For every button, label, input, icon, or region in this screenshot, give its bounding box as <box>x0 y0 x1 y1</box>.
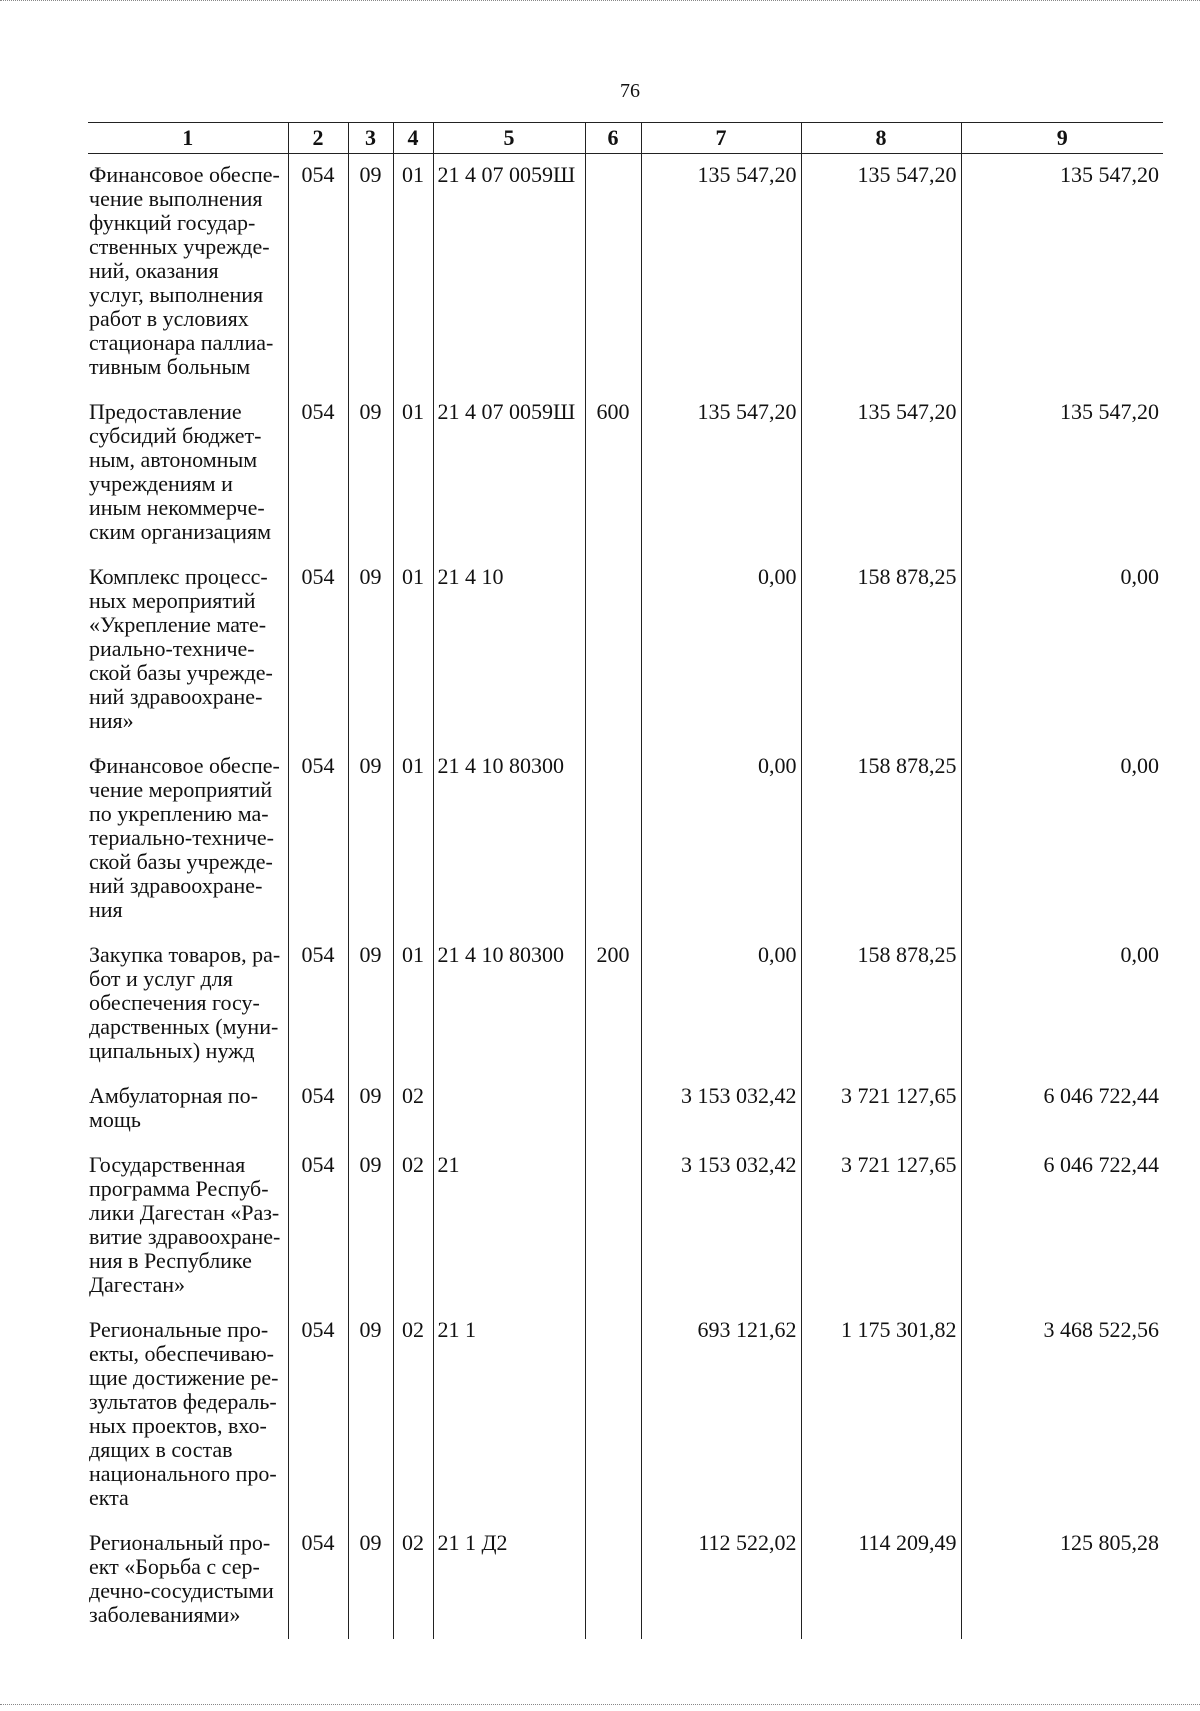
item-name-line: ным, автономным <box>89 447 258 472</box>
scan-bottom-edge <box>0 1704 1200 1706</box>
item-name-line: ским организациям <box>89 519 272 544</box>
amount-col9-cell: 135 547,20 <box>961 391 1163 556</box>
amount-col8-cell: 135 547,20 <box>801 391 961 556</box>
subsection-cell: 01 <box>393 934 433 1075</box>
item-name-line: ской базы учрежде- <box>89 849 273 874</box>
budget-table <box>88 122 1163 1639</box>
column-header-8: 8 <box>801 123 961 154</box>
subsection-cell: 02 <box>393 1522 433 1639</box>
column-header-4: 4 <box>393 123 433 154</box>
item-name-line: ния в Республике <box>89 1248 252 1273</box>
code-cell: 054 <box>288 391 348 556</box>
code-cell: 054 <box>288 154 348 392</box>
item-name-line: Комплекс процесс- <box>89 564 268 589</box>
item-name-line: витие здравоохране- <box>89 1224 281 1249</box>
expense-type-cell <box>585 1144 641 1309</box>
item-name-cell <box>88 391 288 556</box>
item-name-line: зультатов федераль- <box>89 1389 277 1414</box>
item-name-cell <box>88 1144 288 1309</box>
target-article-cell: 21 4 07 0059Ш <box>433 391 585 556</box>
item-name-line: екта <box>89 1485 129 1510</box>
column-header-1: 1 <box>88 123 288 154</box>
item-name-line: ект «Борьба с сер- <box>89 1554 260 1579</box>
item-name-line: функций государ- <box>89 210 256 235</box>
item-name-cell <box>88 154 288 392</box>
section-cell: 09 <box>348 391 393 556</box>
target-article-cell: 21 4 10 80300 <box>433 745 585 934</box>
table-row <box>88 1309 1163 1522</box>
code-cell: 054 <box>288 934 348 1075</box>
table-row <box>88 745 1163 934</box>
target-article-cell: 21 1 <box>433 1309 585 1522</box>
item-name-line: ных мероприятий <box>89 588 256 613</box>
item-name-line: тивным больным <box>89 354 251 379</box>
expense-type-cell: 600 <box>585 391 641 556</box>
table-row <box>88 1075 1163 1144</box>
expense-type-cell <box>585 1309 641 1522</box>
item-name-line: чение выполнения <box>89 186 263 211</box>
table-row <box>88 1144 1163 1309</box>
section-cell: 09 <box>348 1144 393 1309</box>
item-name-cell <box>88 1075 288 1144</box>
scan-top-edge <box>0 0 1200 2</box>
item-name-line: учреждениям и <box>89 471 233 496</box>
item-name-line: Региональный про- <box>89 1530 271 1555</box>
item-name-line: лики Дагестан «Раз- <box>89 1200 280 1225</box>
item-name-line: обеспечения госу- <box>89 990 260 1015</box>
section-cell: 09 <box>348 934 393 1075</box>
amount-col7-cell: 3 153 032,42 <box>641 1144 801 1309</box>
amount-col9-cell: 6 046 722,44 <box>961 1144 1163 1309</box>
column-header-5: 5 <box>433 123 585 154</box>
item-name-line: ципальных) нужд <box>89 1038 255 1063</box>
table-row <box>88 934 1163 1075</box>
code-cell: 054 <box>288 1309 348 1522</box>
target-article-cell: 21 <box>433 1144 585 1309</box>
item-name-line: ний, оказания <box>89 258 219 283</box>
item-name-line: щие достижение ре- <box>89 1365 279 1390</box>
amount-col9-cell: 0,00 <box>961 934 1163 1075</box>
table-row <box>88 391 1163 556</box>
item-name-line: Финансовое обеспе- <box>89 162 280 187</box>
amount-col7-cell: 135 547,20 <box>641 154 801 392</box>
section-cell: 09 <box>348 1309 393 1522</box>
item-name-line: ской базы учрежде- <box>89 660 273 685</box>
amount-col8-cell: 158 878,25 <box>801 745 961 934</box>
amount-col8-cell: 135 547,20 <box>801 154 961 392</box>
column-header-9: 9 <box>961 123 1163 154</box>
header-row <box>88 123 1163 154</box>
target-article-cell: 21 4 07 0059Ш <box>433 154 585 392</box>
item-name-line: ственных учрежде- <box>89 234 270 259</box>
expense-type-cell <box>585 745 641 934</box>
item-name-line: мощь <box>89 1107 141 1132</box>
column-header-2: 2 <box>288 123 348 154</box>
item-name-line: Амбулаторная по- <box>89 1083 258 1108</box>
subsection-cell: 02 <box>393 1075 433 1144</box>
item-name-cell <box>88 1309 288 1522</box>
amount-col9-cell: 125 805,28 <box>961 1522 1163 1639</box>
expense-type-cell <box>585 556 641 745</box>
code-cell: 054 <box>288 1075 348 1144</box>
amount-col8-cell: 1 175 301,82 <box>801 1309 961 1522</box>
item-name-line: Финансовое обеспе- <box>89 753 280 778</box>
item-name-line: ных проектов, вхо- <box>89 1413 267 1438</box>
item-name-line: дящих в состав <box>89 1437 233 1462</box>
amount-col7-cell: 693 121,62 <box>641 1309 801 1522</box>
item-name-line: Закупка товаров, ра- <box>89 942 281 967</box>
target-article-cell: 21 1 Д2 <box>433 1522 585 1639</box>
target-article-cell <box>433 1075 585 1144</box>
item-name-line: Государственная <box>89 1152 246 1177</box>
section-cell: 09 <box>348 745 393 934</box>
amount-col7-cell: 3 153 032,42 <box>641 1075 801 1144</box>
item-name-line: национального про- <box>89 1461 277 1486</box>
item-name-line: ний здравоохране- <box>89 684 263 709</box>
expense-type-cell: 200 <box>585 934 641 1075</box>
item-name-line: Региональные про- <box>89 1317 269 1342</box>
amount-col7-cell: 0,00 <box>641 934 801 1075</box>
amount-col9-cell: 3 468 522,56 <box>961 1309 1163 1522</box>
subsection-cell: 01 <box>393 556 433 745</box>
table-row <box>88 1522 1163 1639</box>
column-header-7: 7 <box>641 123 801 154</box>
item-name-line: бот и услуг для <box>89 966 233 991</box>
item-name-line: чение мероприятий <box>89 777 273 802</box>
subsection-cell: 02 <box>393 1309 433 1522</box>
amount-col9-cell: 0,00 <box>961 556 1163 745</box>
amount-col7-cell: 135 547,20 <box>641 391 801 556</box>
amount-col7-cell: 112 522,02 <box>641 1522 801 1639</box>
item-name-cell <box>88 745 288 934</box>
item-name-line: услуг, выполнения <box>89 282 264 307</box>
expense-type-cell <box>585 1522 641 1639</box>
subsection-cell: 01 <box>393 391 433 556</box>
item-name-cell <box>88 1522 288 1639</box>
code-cell: 054 <box>288 556 348 745</box>
code-cell: 054 <box>288 745 348 934</box>
item-name-line: ний здравоохране- <box>89 873 263 898</box>
code-cell: 054 <box>288 1144 348 1309</box>
item-name-line: работ в условиях <box>89 306 249 331</box>
table-body <box>88 154 1163 1640</box>
item-name-line: ния <box>89 897 123 922</box>
item-name-line: екты, обеспечиваю- <box>89 1341 274 1366</box>
item-name-line: дечно-сосудистыми <box>89 1578 274 1603</box>
section-cell: 09 <box>348 556 393 745</box>
amount-col8-cell: 3 721 127,65 <box>801 1075 961 1144</box>
column-header-3: 3 <box>348 123 393 154</box>
subsection-cell: 02 <box>393 1144 433 1309</box>
item-name-line: ния» <box>89 708 134 733</box>
subsection-cell: 01 <box>393 154 433 392</box>
item-name-line: териально-техниче- <box>89 825 275 850</box>
amount-col7-cell: 0,00 <box>641 556 801 745</box>
item-name-cell <box>88 934 288 1075</box>
expense-type-cell <box>585 154 641 392</box>
target-article-cell: 21 4 10 80300 <box>433 934 585 1075</box>
subsection-cell: 01 <box>393 745 433 934</box>
table-row <box>88 556 1163 745</box>
table-row <box>88 154 1163 392</box>
expense-type-cell <box>585 1075 641 1144</box>
amount-col8-cell: 158 878,25 <box>801 556 961 745</box>
code-cell: 054 <box>288 1522 348 1639</box>
item-name-line: по укреплению ма- <box>89 801 269 826</box>
amount-col9-cell: 0,00 <box>961 745 1163 934</box>
item-name-line: заболеваниями» <box>89 1602 241 1627</box>
section-cell: 09 <box>348 1075 393 1144</box>
item-name-line: Дагестан» <box>89 1272 186 1297</box>
item-name-line: иным некоммерче- <box>89 495 265 520</box>
page-number: 76 <box>620 80 640 102</box>
item-name-line: Предоставление <box>89 399 242 424</box>
amount-col9-cell: 6 046 722,44 <box>961 1075 1163 1144</box>
target-article-cell: 21 4 10 <box>433 556 585 745</box>
column-header-6: 6 <box>585 123 641 154</box>
item-name-line: риально-техниче- <box>89 636 255 661</box>
amount-col8-cell: 114 209,49 <box>801 1522 961 1639</box>
amount-col7-cell: 0,00 <box>641 745 801 934</box>
item-name-line: программа Респуб- <box>89 1176 269 1201</box>
section-cell: 09 <box>348 154 393 392</box>
amount-col8-cell: 158 878,25 <box>801 934 961 1075</box>
item-name-cell <box>88 556 288 745</box>
amount-col8-cell: 3 721 127,65 <box>801 1144 961 1309</box>
item-name-line: субсидий бюджет- <box>89 423 262 448</box>
item-name-line: стационара паллиа- <box>89 330 274 355</box>
item-name-line: дарственных (муни- <box>89 1014 279 1039</box>
section-cell: 09 <box>348 1522 393 1639</box>
item-name-line: «Укрепление мате- <box>89 612 267 637</box>
amount-col9-cell: 135 547,20 <box>961 154 1163 392</box>
